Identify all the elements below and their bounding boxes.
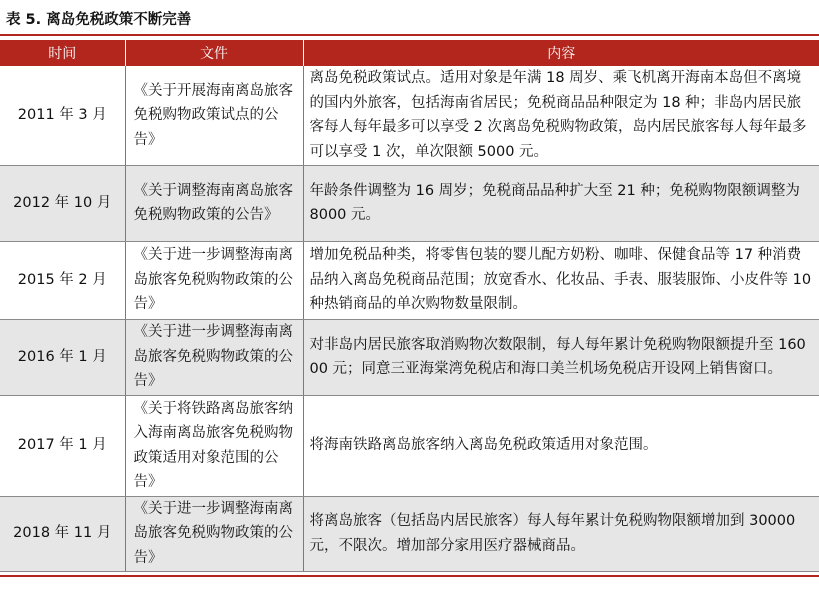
title-divider	[0, 34, 819, 36]
table-row	[0, 395, 819, 496]
cell-time: 2016 年 1 月	[0, 319, 125, 395]
table-title: 表 5. 离岛免税政策不断完善	[6, 12, 192, 28]
cell-document: 《关于开展海南离岛旅客免税购物政策试点的公告》	[125, 66, 303, 165]
cell-time: 2017 年 1 月	[0, 395, 125, 496]
cell-time: 2018 年 11 月	[0, 496, 125, 571]
cell-content: 将离岛旅客（包括岛内居民旅客）每人每年累计免税购物限额增加到 30000 元，不限次。增加部分家用医疗器械商品。	[303, 496, 819, 571]
table-row	[0, 241, 819, 319]
bottom-divider	[0, 575, 819, 577]
cell-document: 《关于进一步调整海南离岛旅客免税购物政策的公告》	[125, 241, 303, 319]
cell-document: 《关于调整海南离岛旅客免税购物政策的公告》	[125, 165, 303, 241]
cell-content: 将海南铁路离岛旅客纳入离岛免税政策适用对象范围。	[303, 395, 819, 496]
cell-document: 《关于进一步调整海南离岛旅客免税购物政策的公告》	[125, 319, 303, 395]
cell-time: 2011 年 3 月	[0, 66, 125, 165]
cell-content: 离岛免税政策试点。适用对象是年满 18 周岁、乘飞机离开海南本岛但不离境的国内外旅客，包括海南省居民；免税商品品种限定为 18 种；非岛内居民旅客每人每年最多可以享受 2 次离岛免税购物政策，岛内居民旅客每人每年最多可以享受 1 次，单次限额 5000 元。	[303, 66, 819, 165]
header-row	[0, 40, 819, 66]
header-time: 时间	[0, 40, 125, 66]
table-row	[0, 319, 819, 395]
table-row	[0, 496, 819, 571]
cell-document: 《关于将铁路离岛旅客纳入海南离岛旅客免税购物政策适用对象范围的公告》	[125, 395, 303, 496]
cell-content: 年龄条件调整为 16 周岁；免税商品品种扩大至 21 种；免税购物限额调整为 8000 元。	[303, 165, 819, 241]
table-row	[0, 66, 819, 165]
header-content: 内容	[303, 40, 819, 66]
cell-content: 对非岛内居民旅客取消购物次数限制，每人每年累计免税购物限额提升至 16000 元；同意三亚海棠湾免税店和海口美兰机场免税店开设网上销售窗口。	[303, 319, 819, 395]
cell-content: 增加免税品种类，将零售包装的婴儿配方奶粉、咖啡、保健食品等 17 种消费品纳入离岛免税商品范围；放宽香水、化妆品、手表、服装服饰、小皮件等 10 种热销商品的单次购物数量限制。	[303, 241, 819, 319]
table-row	[0, 165, 819, 241]
policy-table	[0, 40, 819, 572]
cell-document: 《关于进一步调整海南离岛旅客免税购物政策的公告》	[125, 496, 303, 571]
cell-time: 2012 年 10 月	[0, 165, 125, 241]
header-document: 文件	[125, 40, 303, 66]
cell-time: 2015 年 2 月	[0, 241, 125, 319]
